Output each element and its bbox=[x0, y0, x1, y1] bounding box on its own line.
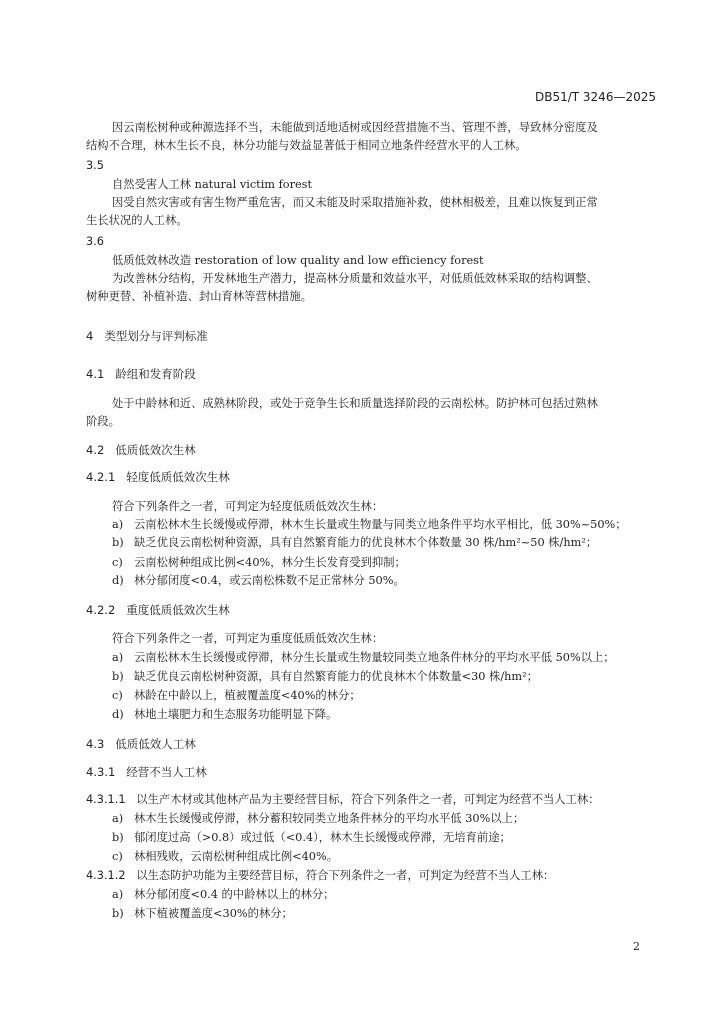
list-marker: b) bbox=[112, 907, 124, 920]
list-item bbox=[112, 905, 293, 923]
subsection-heading bbox=[86, 763, 207, 781]
list-item bbox=[112, 668, 538, 686]
subsection-heading bbox=[86, 441, 196, 459]
list-item-text: 林地土壤肥力和生态服务功能明显下降。 bbox=[134, 708, 338, 721]
list-marker: a) bbox=[112, 518, 124, 531]
subsection-heading bbox=[86, 365, 196, 383]
section-number: 4.1 bbox=[86, 367, 105, 381]
list-intro: 符合下列条件之一者，可判定为重度低质低效次生林： bbox=[112, 632, 384, 645]
clause-number: 4.3.1.2 bbox=[86, 869, 126, 882]
list-item-text: 林分郁闭度<0.4 的中龄林以上的林分； bbox=[134, 888, 335, 901]
list-item-text: 林相残败，云南松树种组成比例<40%。 bbox=[134, 850, 339, 863]
term-number: 3.6 bbox=[86, 235, 104, 248]
list-marker: a) bbox=[112, 812, 124, 825]
list-intro: 符合下列条件之一者，可判定为轻度低质低效次生林： bbox=[112, 500, 384, 513]
section-heading bbox=[86, 327, 208, 345]
list-marker: b) bbox=[112, 831, 124, 844]
section-number: 4.3.1 bbox=[86, 765, 116, 779]
paragraph-line: 处于中龄林和近、成熟林阶段，或处于竞争生长和质量选择阶段的云南松林。防护林可包括过熟林 bbox=[112, 397, 598, 410]
list-item bbox=[112, 687, 361, 705]
list-item bbox=[112, 649, 615, 667]
list-marker: a) bbox=[112, 651, 124, 664]
subsection-heading bbox=[86, 468, 230, 486]
clause-paragraph bbox=[86, 867, 554, 885]
list-item bbox=[112, 886, 334, 904]
section-number: 4 bbox=[86, 329, 94, 343]
list-item-text: 林木生长缓慢或停滞，林分蓄积较同类立地条件林分的平均水平低 30%以上； bbox=[134, 812, 525, 825]
list-item bbox=[112, 516, 627, 534]
clause-text: 以生产木材或其他林产品为主要经营目标，符合下列条件之一者，可判定为经营不当人工林： bbox=[136, 793, 600, 806]
section-number: 4.2 bbox=[86, 443, 105, 457]
list-marker: c) bbox=[112, 689, 123, 702]
list-item-text: 林龄在中龄以上，植被覆盖度<40%的林分； bbox=[134, 689, 361, 702]
clause-number: 4.3.1.1 bbox=[86, 793, 126, 806]
list-marker: d) bbox=[112, 708, 124, 721]
list-item bbox=[112, 534, 597, 552]
section-number: 4.2.2 bbox=[86, 603, 116, 617]
list-item-text: 林分郁闭度<0.4，或云南松株数不足正常林分 50%。 bbox=[134, 574, 405, 587]
list-item bbox=[112, 554, 406, 572]
paragraph-line: 生长状况的人工林。 bbox=[86, 214, 188, 227]
paragraph-line: 结构不合理，林木生长不良，林分功能与效益显著低于相同立地条件经营水平的人工林。 bbox=[86, 139, 527, 152]
term-title: 低质低效林改造 restoration of low quality and low efficiency forest bbox=[112, 254, 484, 267]
list-marker: a) bbox=[112, 888, 124, 901]
list-item bbox=[112, 829, 511, 847]
term-title: 自然受害人工林 natural victim forest bbox=[112, 178, 313, 191]
list-item-text: 云南松林木生长缓慢或停滞，林木生长量或生物量与同类立地条件平均水平相比，低 30%~50%； bbox=[134, 518, 627, 531]
list-item bbox=[112, 706, 337, 724]
list-marker: b) bbox=[112, 670, 124, 683]
section-title: 低质低效次生林 bbox=[115, 443, 196, 457]
list-item-text: 郁闭度过高（>0.8）或过低（<0.4），林木生长缓慢或停滞，无培育前途； bbox=[134, 831, 511, 844]
section-title: 重度低质低效次生林 bbox=[126, 603, 230, 617]
list-marker: d) bbox=[112, 574, 124, 587]
term-number: 3.5 bbox=[86, 159, 104, 172]
section-title: 经营不当人工林 bbox=[126, 765, 207, 779]
document-id: DB51/T 3246—2025 bbox=[534, 90, 656, 104]
section-title: 轻度低质低效次生林 bbox=[126, 470, 230, 484]
paragraph-line: 因云南松树种或种源选择不当，未能做到适地适树或因经营措施不当、管理不善，导致林分密度及 bbox=[112, 121, 598, 134]
list-marker: c) bbox=[112, 850, 123, 863]
paragraph-line: 阶段。 bbox=[86, 415, 120, 428]
list-item-text: 缺乏优良云南松树种资源，具有自然繁育能力的优良林木个体数量 30 株/hm²~50 株/hm²； bbox=[134, 536, 598, 549]
clause-text: 以生态防护功能为主要经营目标，符合下列条件之一者，可判定为经营不当人工林： bbox=[136, 869, 555, 882]
section-number: 4.3 bbox=[86, 737, 105, 751]
list-item-text: 云南松树种组成比例<40%，林分生长发育受到抑制； bbox=[134, 556, 406, 569]
paragraph-line: 为改善林分结构，开发林地生产潜力，提高林分质量和效益水平，对低质低效林采取的结构调整、 bbox=[112, 272, 598, 285]
clause-paragraph bbox=[86, 791, 600, 809]
list-item bbox=[112, 810, 524, 828]
paragraph-line: 因受自然灾害或有害生物严重危害，而又未能及时采取措施补救，使林相极差，且难以恢复到正常 bbox=[112, 196, 598, 209]
list-marker: b) bbox=[112, 536, 124, 549]
page-number: 2 bbox=[633, 940, 640, 953]
paragraph-line: 树种更替、补植补造、封山育林等营林措施。 bbox=[86, 290, 312, 303]
section-title: 龄组和发育阶段 bbox=[115, 367, 196, 381]
section-number: 4.2.1 bbox=[86, 470, 116, 484]
section-title: 类型划分与评判标准 bbox=[104, 329, 208, 343]
list-item-text: 缺乏优良云南松树种资源，具有自然繁育能力的优良林木个体数量<30 株/hm²； bbox=[134, 670, 538, 683]
subsection-heading bbox=[86, 601, 230, 619]
list-item-text: 林下植被覆盖度<30%的林分； bbox=[134, 907, 293, 920]
list-item-text: 云南松林木生长缓慢或停滞，林分生长量或生物量较同类立地条件林分的平均水平低 50%以上； bbox=[134, 651, 615, 664]
list-item bbox=[112, 572, 405, 590]
list-item bbox=[112, 848, 338, 866]
list-marker: c) bbox=[112, 556, 123, 569]
subsection-heading bbox=[86, 735, 196, 753]
section-title: 低质低效人工林 bbox=[115, 737, 196, 751]
